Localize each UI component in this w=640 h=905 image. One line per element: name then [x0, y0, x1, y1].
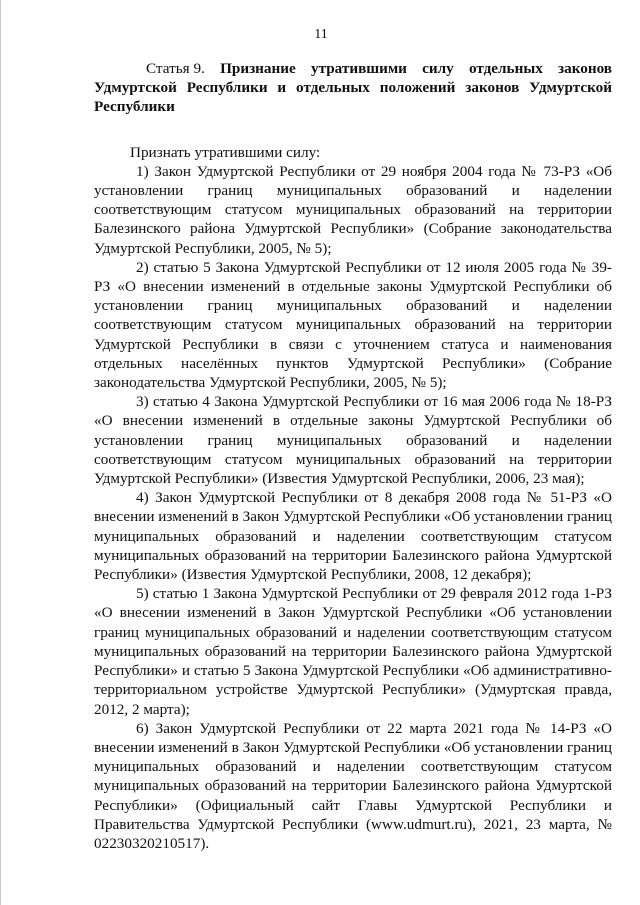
list-item: 4) Закон Удмуртской Республики от 8 декабря 2008 года № 51-РЗ «О внесении изменений в Закон Удмуртской Республики «Об установлении границ муниципальных образований и наделении соответствующим статусом муниципальных образований на территории Балезинского района Удмуртской Республики» (Известия Удмуртской Республики, 2008, 12 декабря); — [94, 489, 612, 584]
list-item: 5) статью 1 Закона Удмуртской Республики от 29 февраля 2012 года 1-РЗ «О внесении изменений в Закон Удмуртской Республики «Об установлении границ муниципальных образований и наделении соответствующим статусом муниципальных образований на территории Балезинского района Удмуртской Республики» и статью 5 Закона Удмуртской Республики «Об административно-территориальном устройстве Удмуртской Республики» (Удмуртская правда, 2012, 2 марта); — [94, 585, 612, 718]
article-title: Признание утратившими силу отдельных законов Удмуртской Республики и отдельных положений законов Удмуртской Республики — [94, 60, 613, 116]
article-intro: Признать утратившими силу: — [130, 143, 321, 161]
list-item: 3) статью 4 Закона Удмуртской Республики от 16 мая 2006 года № 18-РЗ «О внесении изменений в отдельные законы Удмуртской Республики об установлении границ муниципальных образований и наделении соответствующим статусом муниципальных образований на территории Удмуртской Республики» (Известия Удмуртской Республики, 2006, 23 мая); — [94, 393, 612, 488]
list-item: 6) Закон Удмуртской Республики от 22 марта 2021 года № 14-РЗ «О внесении изменений в Закон Удмуртской Республики «Об установлении границ муниципальных образований и наделении соответствующим статусом муниципальных образований на территории Балезинского района Удмуртской Республики» (Официальный сайт Главы Удмуртской Республики и Правительства Удмуртской Республики (www.udmurt.ru), 2021, 23 марта, № 02230320210517). — [94, 719, 612, 852]
article-label: Статья 9. — [146, 60, 205, 77]
list-item: 2) статью 5 Закона Удмуртской Республики от 12 июля 2005 года № 39-РЗ «О внесении изменений в отдельные законы Удмуртской Республики об установлении границ муниципальных образований и наделении соответствующим статусом муниципальных образований на территории Удмуртской Республики в связи с уточнением статуса и наименования отдельных населённых пунктов Удмуртской Республики» (Собрание законодательства Удмуртской Республики, 2005, № 5); — [94, 258, 612, 392]
list-item: 1) Закон Удмуртской Республики от 29 ноября 2004 года № 73-РЗ «Об установлении границ муниципальных образований и наделении соответствующим статусом муниципальных образований на территории Балезинского района Удмуртской Республики» (Собрание законодательства Удмуртской Республики, 2005, № 5); — [94, 162, 612, 257]
page-number: 11 — [314, 27, 328, 42]
article-body — [94, 59, 612, 853]
article-heading — [94, 59, 612, 117]
